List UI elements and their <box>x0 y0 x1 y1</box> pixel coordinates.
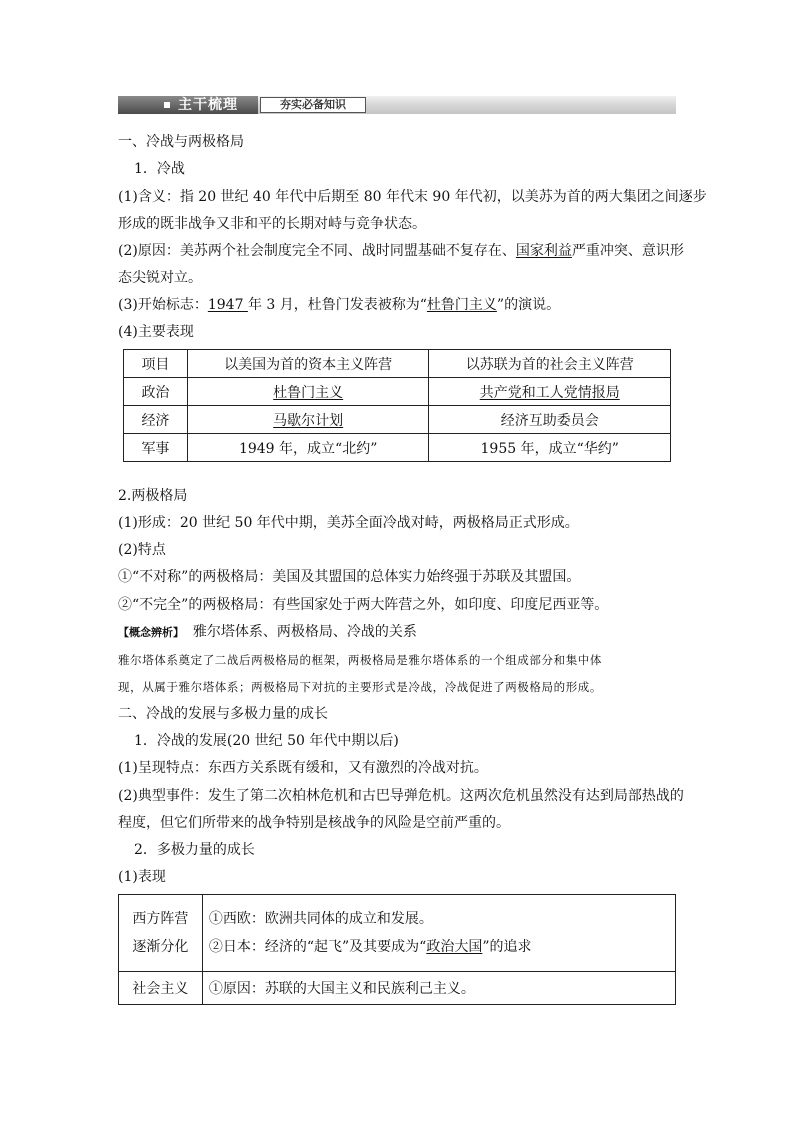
table-row <box>124 378 671 406</box>
banner-tag: 夯实必备知识 <box>260 97 366 113</box>
typical-events-line-1: (2)典型事件：发生了第二次柏林危机和古巴导弹危机。这两次危机虽然没有达到局部热战的 <box>118 788 684 804</box>
development-feature: (1)呈现特点：东西方关系既有缓和，又有激烈的冷战对抗。 <box>118 760 488 776</box>
heading-cold-war: 一、冷战与两极格局 <box>118 134 244 150</box>
square-bullet-icon <box>164 102 170 108</box>
table-cell: 1949 年，成立“北约” <box>187 434 429 462</box>
definition-line-2: 形成的既非战争又非和平的长期对峙与竞争状态。 <box>118 216 426 232</box>
feature-incomplete: ②“不完全”的两极格局：有些国家处于两大阵营之外，如印度、印度尼西亚等。 <box>118 597 609 613</box>
subheading-cold-war: 1．冷战 <box>134 161 185 177</box>
manifestations-table <box>123 349 671 462</box>
banner-title-block <box>118 96 258 114</box>
table-cell: ①原因：苏联的大国主义和民族利己主义。 <box>202 972 675 1005</box>
key-term-truman-doctrine: 杜鲁门主义 <box>426 297 497 313</box>
concept-tag: 【概念辨析】 <box>118 626 184 639</box>
table-row <box>124 406 671 434</box>
table-row <box>119 972 676 1005</box>
key-term-1947: 1947 <box>207 297 248 313</box>
bipolar-features-label: (2)特点 <box>118 542 166 558</box>
row-label: 西方阵营 逐渐分化 <box>119 895 203 972</box>
table-row <box>124 434 671 462</box>
section-banner <box>118 96 676 114</box>
table-header-cell: 以美国为首的资本主义阵营 <box>187 350 429 378</box>
heading-development: 二、冷战的发展与多极力量的成长 <box>118 706 328 722</box>
row-label: 政治 <box>124 378 188 406</box>
table-cell: 共产党和工人党情报局 <box>429 378 671 406</box>
key-term-national-interest: 国家利益 <box>515 243 572 259</box>
table-cell: ①西欧：欧洲共同体的成立和发展。 ②日本：经济的“起飞”及其要成为“政治大国”的追求 <box>202 895 675 972</box>
subheading-development: 1．冷战的发展(20 世纪 50 年代中期以后) <box>134 733 399 749</box>
subheading-bipolar: 2.两极格局 <box>118 488 188 504</box>
concept-text-line-2: 现，从属于雅尔塔体系；两极格局下对抗的主要形式是冷战，冷战促进了两极格局的形成。 <box>118 680 602 694</box>
subheading-multipolar: 2．多极力量的成长 <box>134 842 255 858</box>
table-cell: 1955 年，成立“华约” <box>429 434 671 462</box>
key-term-political-power: 政治大国 <box>426 939 483 955</box>
table-cell: 杜鲁门主义 <box>187 378 429 406</box>
table-header-cell: 项目 <box>124 350 188 378</box>
row-label: 经济 <box>124 406 188 434</box>
table-row <box>119 895 676 972</box>
table-header-cell: 以苏联为首的社会主义阵营 <box>429 350 671 378</box>
banner-title: 主干梳理 <box>178 97 238 113</box>
row-label: 社会主义 <box>119 972 203 1005</box>
definition-line-1: (1)含义：指 20 世纪 40 年代中后期至 80 年代末 90 年代初，以美苏为首的两大集团之间逐步 <box>118 189 707 205</box>
row-label: 军事 <box>124 434 188 462</box>
cause-line-2: 态尖锐对立。 <box>118 270 202 286</box>
feature-asymmetric: ①“不对称”的两极格局：美国及其盟国的总体实力始终强于苏联及其盟国。 <box>118 569 581 585</box>
cause-line-1: (2)原因：美苏两个社会制度完全不同、战时同盟基础不复存在、国家利益严重冲突、意识形 <box>118 243 684 259</box>
concept-analysis-title: 【概念辨析】 雅尔塔体系、两极格局、冷战的关系 <box>118 624 417 640</box>
concept-text-line-1: 雅尔塔体系奠定了二战后两极格局的框架，两极格局是雅尔塔体系的一个组成部分和集中体 <box>118 653 602 667</box>
multipolar-table <box>118 894 676 1005</box>
table-cell: 马歇尔计划 <box>187 406 429 434</box>
main-manifestations-label: (4)主要表现 <box>118 324 194 340</box>
start-marker-line: (3)开始标志：1947 年 3 月，杜鲁门发表被称为“杜鲁门主义”的演说。 <box>118 297 561 313</box>
typical-events-line-2: 程度，但它们所带来的战争特别是核战争的风险是空前严重的。 <box>118 815 510 831</box>
table-cell: 经济互助委员会 <box>429 406 671 434</box>
bipolar-formation: (1)形成：20 世纪 50 年代中期，美苏全面冷战对峙，两极格局正式形成。 <box>118 515 579 531</box>
multipolar-label: (1)表现 <box>118 869 166 885</box>
table-header-row <box>124 350 671 378</box>
